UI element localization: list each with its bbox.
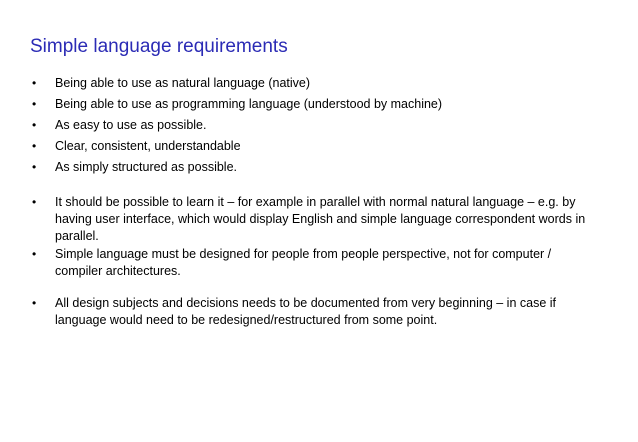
bullet-icon: •: [32, 195, 37, 209]
bullet-icon: •: [32, 97, 37, 111]
bullet-text: As easy to use as possible.: [55, 118, 207, 132]
bullet-text: It should be possible to learn it – for example in parallel with normal natural language – e.g. by having user interface, which would display English and simple language correspondent words in parallel.: [55, 195, 586, 243]
bullet-text: As simply structured as possible.: [55, 160, 238, 174]
bullet-text: Being able to use as programming language (understood by machine): [55, 97, 443, 111]
bullet-icon: •: [32, 247, 37, 261]
bullet-icon: •: [32, 76, 37, 90]
slide-title: Simple language requirements: [30, 36, 288, 57]
bullet-icon: •: [32, 139, 37, 153]
bullet-icon: •: [32, 118, 37, 132]
bullet-text: All design subjects and decisions needs to be documented from very beginning – in case if language would need to be redesigned/restructured from some point.: [55, 296, 556, 327]
bullet-text: Being able to use as natural language (native): [55, 76, 311, 90]
bullet-icon: •: [32, 160, 37, 174]
bullet-icon: •: [32, 296, 37, 310]
bullet-text: Simple language must be designed for people from people perspective, not for computer / compiler architectures.: [55, 247, 552, 278]
bullet-text: Clear, consistent, understandable: [55, 139, 241, 153]
